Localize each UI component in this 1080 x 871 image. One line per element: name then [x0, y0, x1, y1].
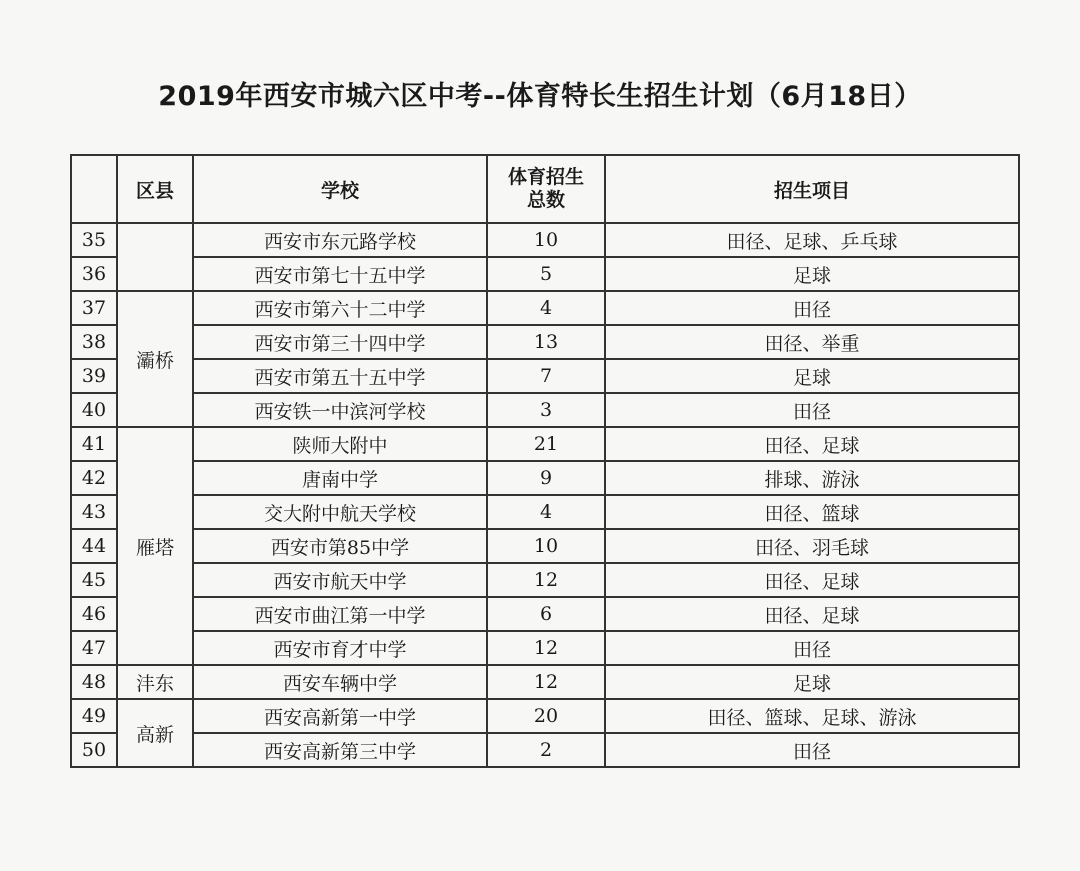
school-cell: 西安高新第一中学: [193, 699, 487, 733]
row-number: 46: [71, 597, 117, 631]
school-cell: 西安市第六十二中学: [193, 291, 487, 325]
items-cell: 田径、举重: [605, 325, 1019, 359]
quota-cell: 10: [487, 223, 605, 257]
items-cell: 田径、足球、乒乓球: [605, 223, 1019, 257]
table-row: [71, 257, 1019, 291]
table-row: [71, 529, 1019, 563]
row-number: 50: [71, 733, 117, 767]
table-row: [71, 665, 1019, 699]
row-number: 48: [71, 665, 117, 699]
district-cell: 沣东: [117, 665, 193, 699]
table-row: [71, 597, 1019, 631]
district-cell: [117, 223, 193, 291]
table-row: [71, 733, 1019, 767]
items-cell: 田径: [605, 733, 1019, 767]
header-quota-line2: 总数: [526, 189, 565, 211]
quota-cell: 6: [487, 597, 605, 631]
school-cell: 西安市第七十五中学: [193, 257, 487, 291]
enrollment-table: [70, 154, 1020, 768]
table-row: [71, 495, 1019, 529]
quota-cell: 10: [487, 529, 605, 563]
school-cell: 西安市第五十五中学: [193, 359, 487, 393]
document-title: 2019年西安市城六区中考--体育特长生招生计划（6月18日）: [158, 81, 922, 112]
items-cell: 足球: [605, 665, 1019, 699]
quota-cell: 4: [487, 291, 605, 325]
quota-cell: 13: [487, 325, 605, 359]
row-number: 45: [71, 563, 117, 597]
items-cell: 田径: [605, 393, 1019, 427]
items-cell: 田径、羽毛球: [605, 529, 1019, 563]
items-cell: 田径: [605, 631, 1019, 665]
district-cell: 灞桥: [117, 291, 193, 427]
quota-cell: 20: [487, 699, 605, 733]
header-row: [71, 155, 1019, 223]
quota-cell: 3: [487, 393, 605, 427]
school-cell: 西安市东元路学校: [193, 223, 487, 257]
table-row: [71, 325, 1019, 359]
district-cell: 雁塔: [117, 427, 193, 665]
table-row: [71, 427, 1019, 461]
table-row: [71, 393, 1019, 427]
school-cell: 交大附中航天学校: [193, 495, 487, 529]
row-number: 38: [71, 325, 117, 359]
quota-cell: 21: [487, 427, 605, 461]
header-index: [71, 155, 117, 223]
school-cell: 西安市航天中学: [193, 563, 487, 597]
school-cell: 西安市第三十四中学: [193, 325, 487, 359]
items-cell: 足球: [605, 257, 1019, 291]
table-row: [71, 699, 1019, 733]
quota-cell: 5: [487, 257, 605, 291]
quota-cell: 12: [487, 563, 605, 597]
items-cell: 田径、篮球: [605, 495, 1019, 529]
items-cell: 田径: [605, 291, 1019, 325]
row-number: 42: [71, 461, 117, 495]
quota-cell: 12: [487, 631, 605, 665]
row-number: 39: [71, 359, 117, 393]
row-number: 47: [71, 631, 117, 665]
school-cell: 唐南中学: [193, 461, 487, 495]
quota-cell: 2: [487, 733, 605, 767]
items-cell: 田径、足球: [605, 597, 1019, 631]
school-cell: 西安车辆中学: [193, 665, 487, 699]
header-district: 区县: [117, 155, 193, 223]
school-cell: 陕师大附中: [193, 427, 487, 461]
row-number: 36: [71, 257, 117, 291]
table-row: [71, 359, 1019, 393]
row-number: 40: [71, 393, 117, 427]
table-row: [71, 461, 1019, 495]
quota-cell: 4: [487, 495, 605, 529]
school-cell: 西安市曲江第一中学: [193, 597, 487, 631]
district-cell: 高新: [117, 699, 193, 767]
table-row: [71, 291, 1019, 325]
school-cell: 西安铁一中滨河学校: [193, 393, 487, 427]
row-number: 37: [71, 291, 117, 325]
items-cell: 排球、游泳: [605, 461, 1019, 495]
table-row: [71, 563, 1019, 597]
items-cell: 足球: [605, 359, 1019, 393]
table-row: [71, 631, 1019, 665]
header-school: 学校: [193, 155, 487, 223]
school-cell: 西安高新第三中学: [193, 733, 487, 767]
table-row: [71, 223, 1019, 257]
row-number: 44: [71, 529, 117, 563]
school-cell: 西安市第85中学: [193, 529, 487, 563]
header-quota-line1: 体育招生: [507, 166, 584, 188]
header-quota: [487, 155, 605, 223]
quota-cell: 9: [487, 461, 605, 495]
quota-cell: 7: [487, 359, 605, 393]
row-number: 43: [71, 495, 117, 529]
quota-cell: 12: [487, 665, 605, 699]
items-cell: 田径、足球: [605, 427, 1019, 461]
items-cell: 田径、足球: [605, 563, 1019, 597]
school-cell: 西安市育才中学: [193, 631, 487, 665]
row-number: 35: [71, 223, 117, 257]
items-cell: 田径、篮球、足球、游泳: [605, 699, 1019, 733]
row-number: 49: [71, 699, 117, 733]
header-items: 招生项目: [605, 155, 1019, 223]
row-number: 41: [71, 427, 117, 461]
